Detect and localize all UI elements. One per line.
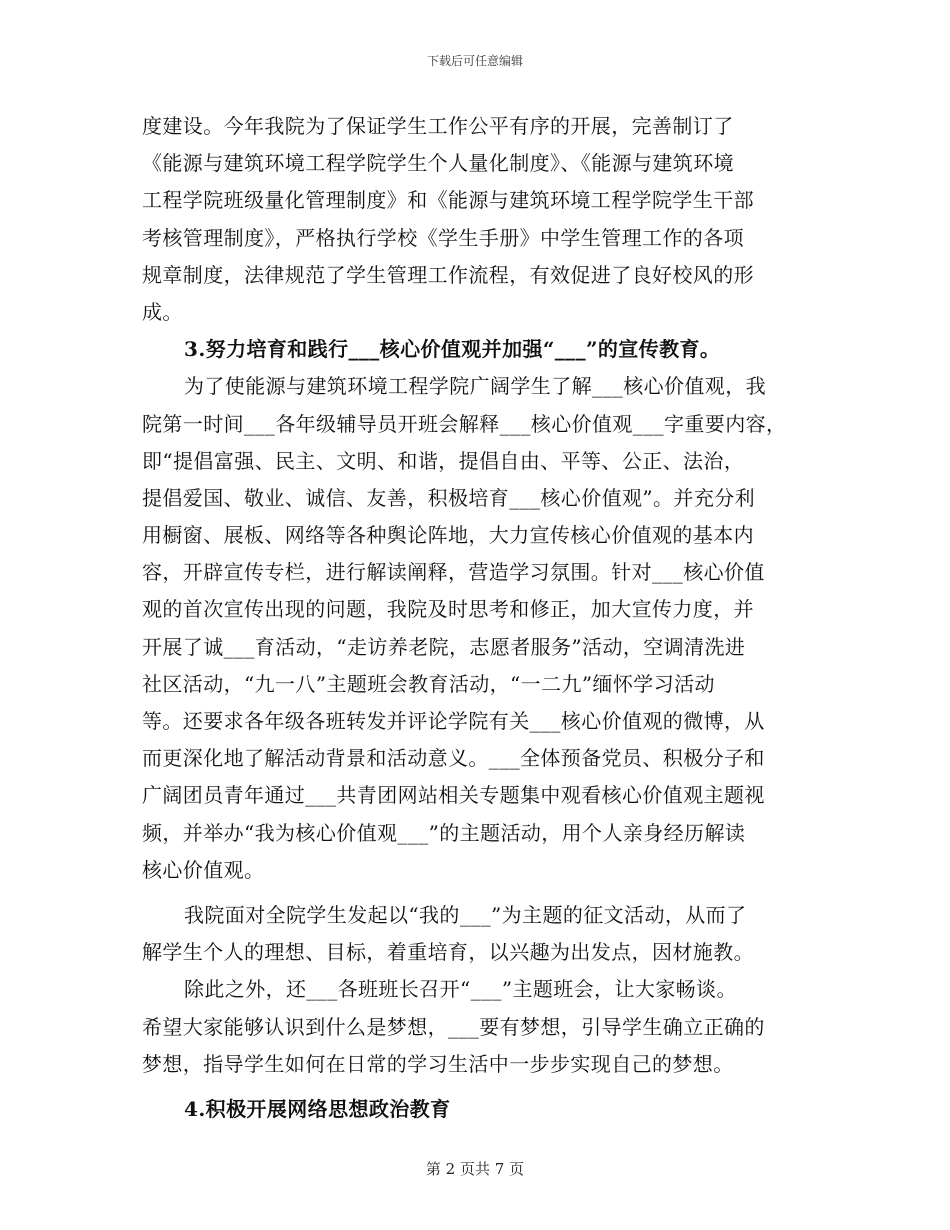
text-line: 度建设。今年我院为了保证学生工作公平有序的开展，完善制订了 [142, 114, 734, 138]
text-line: 核心价值观。 [142, 857, 265, 882]
text-line: 广阔团员青年通过___共青团网站相关专题集中观看核心价值观主题视 [142, 783, 765, 808]
text-line: 容，开辟宣传专栏，进行解读阐释，营造学习氛围。针对___核心价值 [142, 560, 765, 585]
text-line: 而更深化地了解活动背景和活动意义。___全体预备党员、积极分子和 [142, 746, 765, 771]
text-line: 《能源与建筑环境工程学院学生个人量化制度》、《能源与建筑环境 [142, 151, 734, 176]
page-header: 下载后可任意编辑 [426, 54, 523, 68]
document-body [142, 108, 814, 1128]
text-line: 我院面对全院学生发起以“我的___”为主题的征文活动，从而了 [184, 902, 747, 927]
text-line: 社区活动，“九一八”主题班会教育活动，“一二九”缅怀学习活动 [142, 671, 715, 696]
text-line: 观的首次宣传出现的问题，我院及时思考和修正，加大宣传力度，并 [142, 597, 754, 622]
section-heading: 3.努力培育和践行___核心价值观并加强“___”的宣传教育。 [184, 337, 721, 362]
text-line: 除此之外，还___各班班长召开“___”主题班会，让大家畅谈。 [184, 977, 737, 1002]
text-line: 成。 [142, 299, 183, 324]
text-line: 解学生个人的理想、目标，着重培育，以兴趣为出发点，因材施教。 [142, 940, 754, 965]
text-line: 提倡爱国、敬业、诚信、友善，积极培育___核心价值观”。并充分利 [142, 485, 756, 510]
text-line: 为了使能源与建筑环境工程学院广阔学生了解___核心价值观，我 [184, 374, 766, 399]
text-line: 梦想，指导学生如何在日常的学习生活中一步步实现自己的梦想。 [142, 1051, 734, 1076]
text-line: 即“提倡富强、民主、文明、和谐，提倡自由、平等、公正、法治， [142, 448, 745, 473]
text-line: 频，并举办“我为核心价值观___”的主题活动，用个人亲身经历解读 [142, 820, 746, 845]
text-line: 考核管理制度》，严格执行学校《学生手册》中学生管理工作的各项 [142, 225, 744, 250]
text-line: 院第一时间___各年级辅导员开班会解释___核心价值观___字重要内容， [142, 411, 787, 436]
text-line: 开展了诚___育活动，“走访养老院，志愿者服务”活动，空调清洗进 [142, 634, 746, 659]
text-line: 工程学院班级量化管理制度》和《能源与建筑环境工程学院学生干部 [142, 188, 754, 213]
text-line: 用橱窗、展板、网络等各种舆论阵地，大力宣传核心价值观的基本内 [142, 523, 754, 548]
section-heading: 4.积极开展网络思想政治教育 [184, 1096, 451, 1121]
text-line: 希望大家能够认识到什么是梦想，___要有梦想，引导学生确立正确的 [142, 1014, 765, 1039]
text-line: 等。还要求各年级各班转发并评论学院有关___核心价值观的微博，从 [142, 709, 765, 733]
text-line: 规章制度，法律规范了学生管理工作流程，有效促进了良好校风的形 [142, 262, 754, 287]
page-footer: 第 2 页共 7 页 [425, 1160, 525, 1178]
